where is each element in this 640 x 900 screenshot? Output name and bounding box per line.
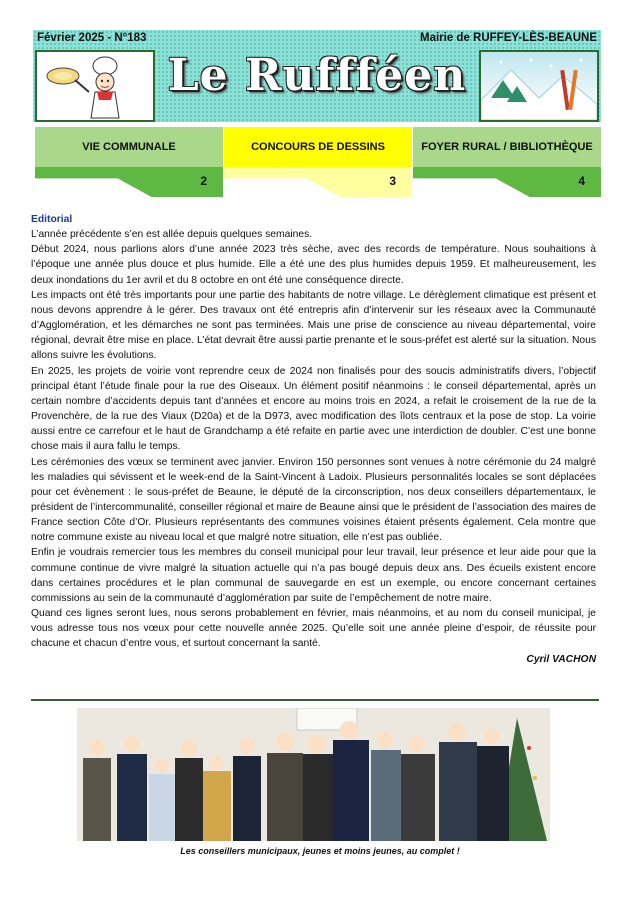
tab-label: VIE COMMUNALE xyxy=(35,127,223,167)
paragraph: Quand ces lignes seront lues, nous serons probablement en février, mais néanmoins, et au nom du conseil municipal, je vous adresse tous nos vœux pour cette nouvelle année 2025. Qu’elle soit une année pleine d’espoir, de réussite pour chacune et chacun d’entre vous, et surtout concernant la santé. xyxy=(31,608,596,650)
editorial-heading: Editorial xyxy=(31,214,73,225)
mairie-name: Mairie de RUFFEY-LÈS-BEAUNE xyxy=(420,32,597,44)
paragraph: Les cérémonies des vœux se terminent avec janvier. Environ 150 personnes sont venues à notre cérémonie du 24 malgré les maladies qui sévissent et le week-end de la Saint-Vincent à Ladoix. Plusieurs personnalités locales se sont déplacées pour cet évènement : le sous-préfet de Beaune, le député de la circonscription, nos deux conseillers départementaux, le président de l’intercommunalité, conseiller régional et maire de Beaune ainsi que le président de l’association des maires de France section Côte d’Or. Plusieurs représentants des communes voisines étaient présents également. Cela montre que notre commune existe au niveau local et que malgré notre situation, elle n’est pas oubliée. xyxy=(31,456,596,544)
editorial-article xyxy=(31,212,596,667)
issue-number: Février 2025 - N°183 xyxy=(37,32,147,44)
paragraph: En 2025, les projets de voirie vont reprendre ceux de 2024 non finalisés pour des soucis administratifs divers, l’objectif principal étant l’étude finale pour la rue des Oiseaux. Un élément positif néanmoins : le conseil départemental, après un certain nombre d’accidents depuis tant d’années et encore au moins trois en 2024, a refait le croisement de la rue de la Provenchère, de la rue des Viaux (D20a) et de la D973, avec modification des îlots centraux et la pose de stop. La voirie aussi entre ce carrefour et le haut de Grandchamp a été refaite en partie avec une interdiction de doubler. C’est une bonne chose mais il aura fallu le temps. xyxy=(31,365,596,453)
section-tabs xyxy=(35,127,601,197)
tab-page-number: 3 xyxy=(389,174,396,188)
tab-concours-de-dessins[interactable] xyxy=(224,127,412,197)
paragraph: Les impacts ont été très importants pour une partie des habitants de notre village. Le dérèglement climatique est présent et nous devons apprendre à le gérer. Des travaux ont été entrepris afin d’intervenir sur les réseaux avec la Communauté d’Agglomération, et les démarches ne sont pas terminées. Mais une prise de conscience au niveau départemental, voire régional, devrait être mise en place. L’état devrait être aussi partie prenante et le sous-préfet est alerté sur la situation. Nous allons suivre les évolutions. xyxy=(31,289,596,362)
author-signature: Cyril VACHON xyxy=(526,653,596,665)
council-group-photo xyxy=(77,708,550,841)
winter-illustration xyxy=(479,50,599,122)
tab-label: FOYER RURAL / BIBLIOTHÈQUE xyxy=(413,127,601,167)
tab-label: CONCOURS DE DESSINS xyxy=(224,127,412,167)
tab-footer-shape xyxy=(413,167,601,197)
newsletter-title: Le Ruffféen xyxy=(167,50,467,101)
photo-caption: Les conseillers municipaux, jeunes et moins jeunes, au complet ! xyxy=(180,846,460,856)
tab-page-number: 4 xyxy=(578,174,585,188)
chef-illustration xyxy=(35,50,155,122)
section-divider xyxy=(31,699,599,701)
paragraph: Début 2024, nous parlions alors d’une année 2023 très sèche, avec des records de température. Nous souhaitions à l’époque une année plus douce et plus humide. Elle a été une des plus humides depuis 1959. Et malheureusement, les deux inondations du 1er avril et du 8 octobre en ont été une conséquence directe. xyxy=(31,244,596,286)
tab-page-number: 2 xyxy=(200,174,207,188)
paragraph: L’année précédente s’en est allée depuis quelques semaines. xyxy=(31,229,313,241)
paragraph: Enfin je voudrais remercier tous les membres du conseil municipal pour leur travail, leur présence et leur aide pour que la commune continue de vivre malgré la situation actuelle qui n’a pas bougé depuis deux ans. Des écueils existent encore dans certaines procédures et le plan communal de sauvegarde en est un exemple, ou encore concernant certaines commissions au sein de la communauté d’agglomération par suite de l’empêchement de notre maire. xyxy=(31,547,596,604)
tab-footer-shape xyxy=(224,167,412,197)
tab-foyer-rural-bibliotheque[interactable] xyxy=(413,127,601,197)
tab-vie-communale[interactable] xyxy=(35,127,223,197)
tab-footer-shape xyxy=(35,167,223,197)
masthead xyxy=(33,30,601,122)
